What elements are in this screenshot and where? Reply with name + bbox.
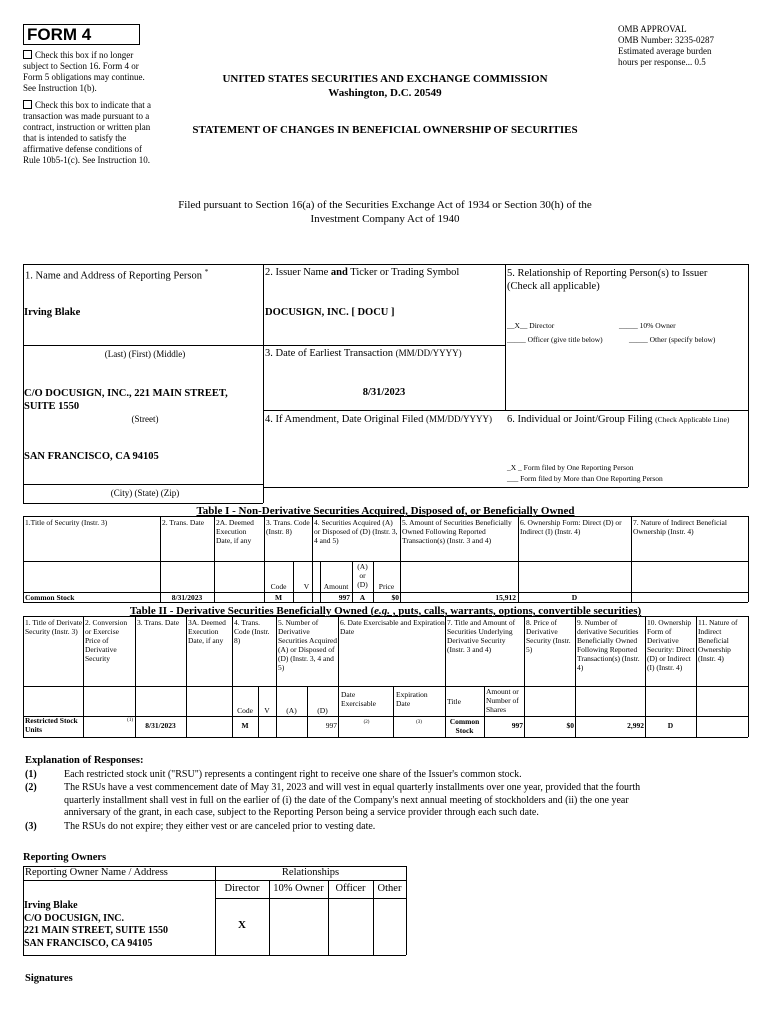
t1-row-aord: A xyxy=(359,593,366,602)
earliest-transaction-value: 8/31/2023 xyxy=(362,387,406,398)
owners-col-ten-pct: 10% Owner xyxy=(273,883,324,894)
t1-row-title: Common Stock xyxy=(25,593,75,602)
amendment-label: 4. If Amendment, Date Original Filed (MM/DD/YYYY) xyxy=(265,414,492,425)
ten-pct-owner-option: _____ 10% Owner xyxy=(619,321,676,330)
owners-col-director: Director xyxy=(224,883,260,894)
t2-col-owned: 9. Number of derivative Securities Beneficially Owned Following Reported Transaction(s) (Instr. 4) xyxy=(577,618,640,672)
checkbox-icon[interactable] xyxy=(23,100,32,109)
earliest-transaction-label: 3. Date of Earliest Transaction (MM/DD/YYYY) xyxy=(265,348,462,359)
t1-col-deemed: 2A. Deemed Execution Date, if any xyxy=(216,518,254,545)
filing-more-persons: ___ Form filed by More than One Reporting Person xyxy=(507,474,663,483)
t1-col-owned: 5. Amount of Securities Beneficially Owned Following Reported Transaction(s) (Instr. 3 and 4) xyxy=(402,518,512,545)
t2-row-underlying-title: Common Stock xyxy=(449,717,480,735)
t2-sub-title: Title xyxy=(447,697,461,706)
t1-col-nature: 7. Nature of Indirect Beneficial Ownership (Instr. 4) xyxy=(633,518,727,536)
checkbox-icon[interactable] xyxy=(23,50,32,59)
t1-row-date: 8/31/2023 xyxy=(171,593,203,602)
t1-row-owned: 15,912 xyxy=(495,593,516,602)
explanation-2: (2) The RSUs have a vest commencement date of May 31, 2023 and will vest in equal quarterly installments over one year, provided that the fourth quarterly installment shall vest in full on the earlier of (i) the date of the Company's next annual meeting of stockholders and (ii) the one year anniversary of the grant, in each case, subject to the Reporting Person being a service provider through each such date. xyxy=(25,782,641,818)
t2-col-conversion: 2. Conversion or Exercise Price of Derivative Security xyxy=(85,618,128,663)
reporting-address: C/O DOCUSIGN, INC., 221 MAIN STREET, SUITE 1550 xyxy=(24,388,228,412)
t2-row-form: D xyxy=(667,721,674,730)
t1-sub-v: V xyxy=(303,582,310,591)
other-option: _____ Other (specify below) xyxy=(629,335,716,344)
t2-row-conversion: (1) xyxy=(127,718,133,723)
owners-col-name: Reporting Owner Name / Address xyxy=(25,867,168,878)
explanation-3: (3) The RSUs do not expire; they either vest or are canceled prior to vesting date. xyxy=(25,821,376,832)
officer-option: _____ Officer (give title below) xyxy=(507,335,603,344)
t2-col-date: 3. Trans. Date xyxy=(137,618,180,627)
t2-sub-d: (D) xyxy=(317,706,328,715)
t2-col-exercisable: 6. Date Exercisable and Expiration Date xyxy=(340,618,445,636)
t2-row-title: Restricted Stock Units xyxy=(25,716,78,734)
explanations-heading: Explanation of Responses: xyxy=(25,755,144,766)
t1-col-form: 6. Ownership Form: Direct (D) or Indirect (I) (Instr. 4) xyxy=(520,518,622,536)
t2-row-d: 997 xyxy=(325,721,337,730)
t1-col-date: 2. Trans. Date xyxy=(162,518,205,527)
t2-sub-a: (A) xyxy=(286,706,297,715)
owners-col-officer: Officer xyxy=(335,883,366,894)
t1-row-form: D xyxy=(571,593,578,602)
street-label: (Street) xyxy=(131,414,159,424)
owners-col-relationships: Relationships xyxy=(281,867,340,878)
name-address-label: 1. Name and Address of Reporting Person * xyxy=(25,267,209,282)
t1-row-code: M xyxy=(274,593,283,602)
t2-row-exercisable: (2) xyxy=(363,720,370,725)
check-box-no-longer-subject[interactable] xyxy=(23,50,153,94)
t2-sub-v: V xyxy=(264,706,270,715)
director-option: __X__ Director xyxy=(507,321,555,330)
t2-sub-expiration: Expiration Date xyxy=(396,690,428,708)
t1-sub-code: Code xyxy=(270,582,287,591)
city-label: (City) (State) (Zip) xyxy=(110,488,180,498)
t2-row-code: M xyxy=(241,721,249,730)
t2-row-owned: 2,992 xyxy=(627,721,644,730)
t2-col-deemed: 3A. Deemed Execution Date, if any xyxy=(188,618,226,645)
owner-name-address: Irving Blake C/O DOCUSIGN, INC. 221 MAIN STREET, SUITE 1550 SAN FRANCISCO, CA 94105 xyxy=(24,900,169,949)
t1-sub-amount: Amount xyxy=(323,582,349,591)
check-box-2-text: Check this box to indicate that a transaction was made pursuant to a contract, instruction or written plan that is intended to satisfy the affirmative defense conditions of Rule 10b5-1(c). See Instruction 10. xyxy=(23,100,151,165)
owner-director-mark: X xyxy=(238,919,246,931)
table2-title: Table II - Derivative Securities Beneficially Owned (e.g. , puts, calls, warrants, options, convertible securities) xyxy=(129,605,642,617)
table1-title: Table I - Non-Derivative Securities Acquired, Disposed of, or Beneficially Owned xyxy=(196,505,575,517)
t1-sub-price: Price xyxy=(378,582,395,591)
issuer-value: DOCUSIGN, INC. [ DOCU ] xyxy=(265,307,395,318)
t2-sub-exercisable: Date Exercisable xyxy=(341,690,376,708)
filing-one-person: _X _ Form filed by One Reporting Person xyxy=(507,463,634,472)
t2-row-expiration: (3) xyxy=(416,720,422,725)
owners-col-other: Other xyxy=(377,883,402,894)
reporting-owners-heading: Reporting Owners xyxy=(23,852,107,863)
t2-col-title: 1. Title of Derivate Security (Instr. 3) xyxy=(25,618,83,636)
t1-col-title: 1.Title of Security (Instr. 3) xyxy=(25,518,108,527)
t1-col-code: 3. Trans. Code (Instr. 8) xyxy=(266,518,310,536)
filing-label: 6. Individual or Joint/Group Filing (Check Applicable Line) xyxy=(507,414,730,425)
t2-row-date: 8/31/2023 xyxy=(145,721,176,730)
t2-col-nature: 11. Nature of Indirect Beneficial Ownership (Instr. 4) xyxy=(698,618,738,663)
name-parts-label: (Last) (First) (Middle) xyxy=(104,349,186,359)
issuer-label: 2. Issuer Name and Ticker or Trading Symbol xyxy=(265,267,460,278)
t1-row-price: $0 xyxy=(391,593,399,602)
reporting-person-name: Irving Blake xyxy=(24,307,81,318)
commission-name: UNITED STATES SECURITIES AND EXCHANGE COMMISSION xyxy=(222,73,548,85)
t1-sub-aord: (A) or (D) xyxy=(357,562,368,589)
t2-row-underlying-amount: 997 xyxy=(511,721,523,730)
reporting-city: SAN FRANCISCO, CA 94105 xyxy=(24,451,159,462)
commission-location: Washington, D.C. 20549 xyxy=(328,87,442,99)
statement-title: STATEMENT OF CHANGES IN BENEFICIAL OWNERSHIP OF SECURITIES xyxy=(192,124,578,136)
omb-approval: OMB APPROVAL OMB Number: 3235-0287 Estimated average burden hours per response... 0.5 xyxy=(618,24,714,67)
t2-col-code: 4. Trans. Code (Instr. 8) xyxy=(234,618,270,645)
t2-col-form: 10. Ownership Form of Derivative Security: Direct (D) or Indirect (I) (Instr. 4) xyxy=(647,618,695,672)
explanation-1: (1) Each restricted stock unit ("RSU") represents a contingent right to receive one share of the Issuer's common stock. xyxy=(25,769,522,780)
t2-row-price: $0 xyxy=(566,721,574,730)
t1-col-acquired: 4. Securities Acquired (A) or Disposed of (D) (Instr. 3, 4 and 5) xyxy=(314,518,398,545)
check-box-10b5-1[interactable] xyxy=(23,100,153,166)
check-box-1-text: Check this box if no longer subject to Section 16. Form 4 or Form 5 obligations may continue. See Instruction 1(b). xyxy=(23,50,145,93)
t1-row-amount: 997 xyxy=(338,593,350,602)
form-title: FORM 4 xyxy=(23,24,140,45)
filed-pursuant: Filed pursuant to Section 16(a) of the Securities Exchange Act of 1934 or Section 30(h) of the Investment Company Act of 1940 xyxy=(178,199,592,225)
t2-col-underlying: 7. Title and Amount of Securities Underlying Derivative Security (Instr. 3 and 4) xyxy=(447,618,516,654)
relationship-label: 5. Relationship of Reporting Person(s) to Issuer (Check all applicable) xyxy=(507,268,708,292)
t2-sub-code: Code xyxy=(237,706,253,715)
signatures-heading: Signatures xyxy=(25,973,73,984)
t2-col-price: 8. Price of Derivative Security (Instr. 5) xyxy=(526,618,571,654)
t2-col-number: 5. Number of Derivative Securities Acquired (A) or Disposed of (D) (Instr. 3, 4 and 5) xyxy=(278,618,337,672)
t2-sub-amount: Amount or Number of Shares xyxy=(486,687,519,714)
